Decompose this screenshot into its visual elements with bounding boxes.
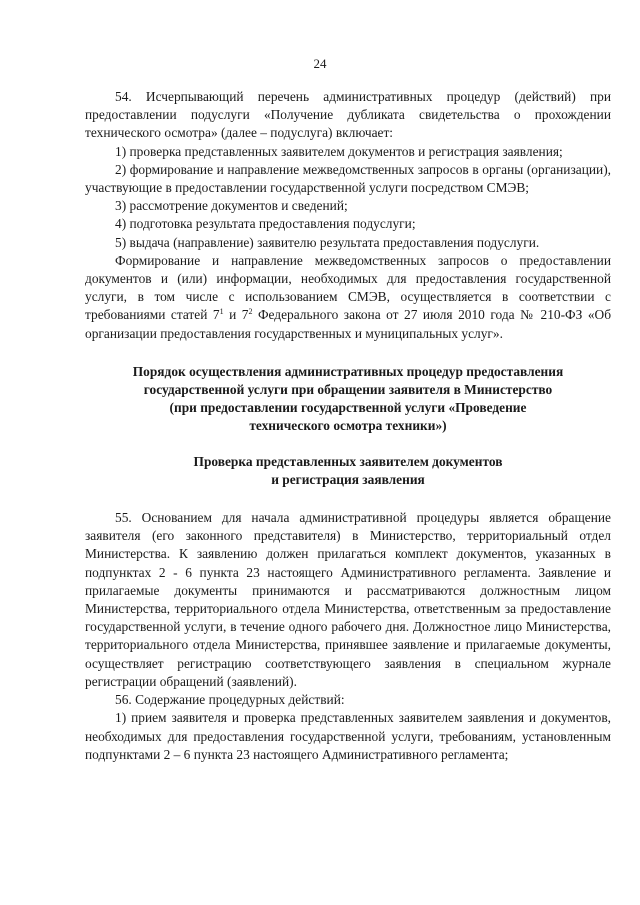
superscript-2: 2 bbox=[248, 307, 253, 317]
spacer bbox=[85, 343, 611, 363]
section-heading-line-4: технического осмотра техники») bbox=[249, 418, 447, 434]
subsection-heading-line-2: и регистрация заявления bbox=[271, 471, 425, 487]
superscript-1: 1 bbox=[219, 307, 224, 317]
subsection-heading-line-1: Проверка представленных заявителем документов bbox=[193, 453, 503, 469]
spacer bbox=[85, 489, 611, 509]
section-heading-line-3: (при предоставлении государственной услуги «Проведение bbox=[169, 400, 527, 416]
clause-54-intro: 54. Исчерпывающий перечень административных процедур (действий) при предоставлении подуслуги «Получение дубликата свидетельства о прохождении технического осмотра» (далее – подуслуга) включает: bbox=[85, 89, 611, 141]
paragraph-text-and: и 7 bbox=[223, 307, 249, 323]
section-heading-line-2: государственной услуги при обращении заявителя в Министерство bbox=[143, 382, 553, 398]
clause-54-item-2: 2) формирование и направление межведомственных запросов в органы (организации), участвующие в предоставлении государственной услуги посредством СМЭВ; bbox=[85, 161, 611, 196]
clause-56-intro: 56. Содержание процедурных действий: bbox=[115, 692, 345, 708]
clause-54-item-1: 1) проверка представленных заявителем документов и регистрация заявления; bbox=[115, 143, 563, 159]
clause-56-item-1: 1) прием заявителя и проверка представленных заявителем заявления и документов, необходимых для предоставления государственной услуги, требованиям, установленным подпунктами 2 – 6 пункта 23 настоящего Административного регламента; bbox=[85, 710, 611, 762]
clause-55: 55. Основанием для начала административной процедуры является обращение заявителя (его законного представителя) в Министерство, территориальный отдел Министерства. К заявлению должен прилагаться комплект документов, указанных в подпунктах 2 - 6 пункта 23 настоящего Административного регламента. Заявление и прилагаемые документы принимаются и рассматриваются должностным лицом Министерства, территориального отдела Министерства, ответственным за предоставление государственной услуги, в течение одного рабочего дня. Должностное лицо Министерства, территориального отдела Министерства, принявшее заявление и прилагаемые документы, осуществляет регистрацию соответствующего заявления в специальном журнале регистрации обращений (заявлений). bbox=[85, 510, 611, 689]
section-heading bbox=[85, 363, 611, 436]
paragraph-text-part1: Формирование и направление межведомственных запросов о предоставлении документов и (или) информации, необходимых для предоставления государственной услуги, в том числе с использованием СМЭВ, осуществляется в соответствии с требованиями статей 7 bbox=[85, 252, 611, 323]
page-number: 24 bbox=[313, 56, 327, 71]
paragraph-text-part2: Федерального закона от 27 июля 2010 года № 210-ФЗ «Об организации предоставления государственных и муниципальных услуг». bbox=[85, 307, 612, 341]
clause-54-item-4: 4) подготовка результата предоставления подуслуги; bbox=[115, 216, 416, 232]
clause-54-interagency-paragraph bbox=[85, 252, 611, 343]
clause-54-item-5: 5) выдача (направление) заявителю результата предоставления подуслуги. bbox=[115, 234, 540, 250]
section-heading-line-1: Порядок осуществления административных процедур предоставления bbox=[132, 363, 564, 379]
document-body bbox=[85, 88, 611, 764]
subsection-heading bbox=[85, 453, 611, 489]
spacer bbox=[85, 436, 611, 453]
clause-54-item-3: 3) рассмотрение документов и сведений; bbox=[115, 198, 348, 214]
